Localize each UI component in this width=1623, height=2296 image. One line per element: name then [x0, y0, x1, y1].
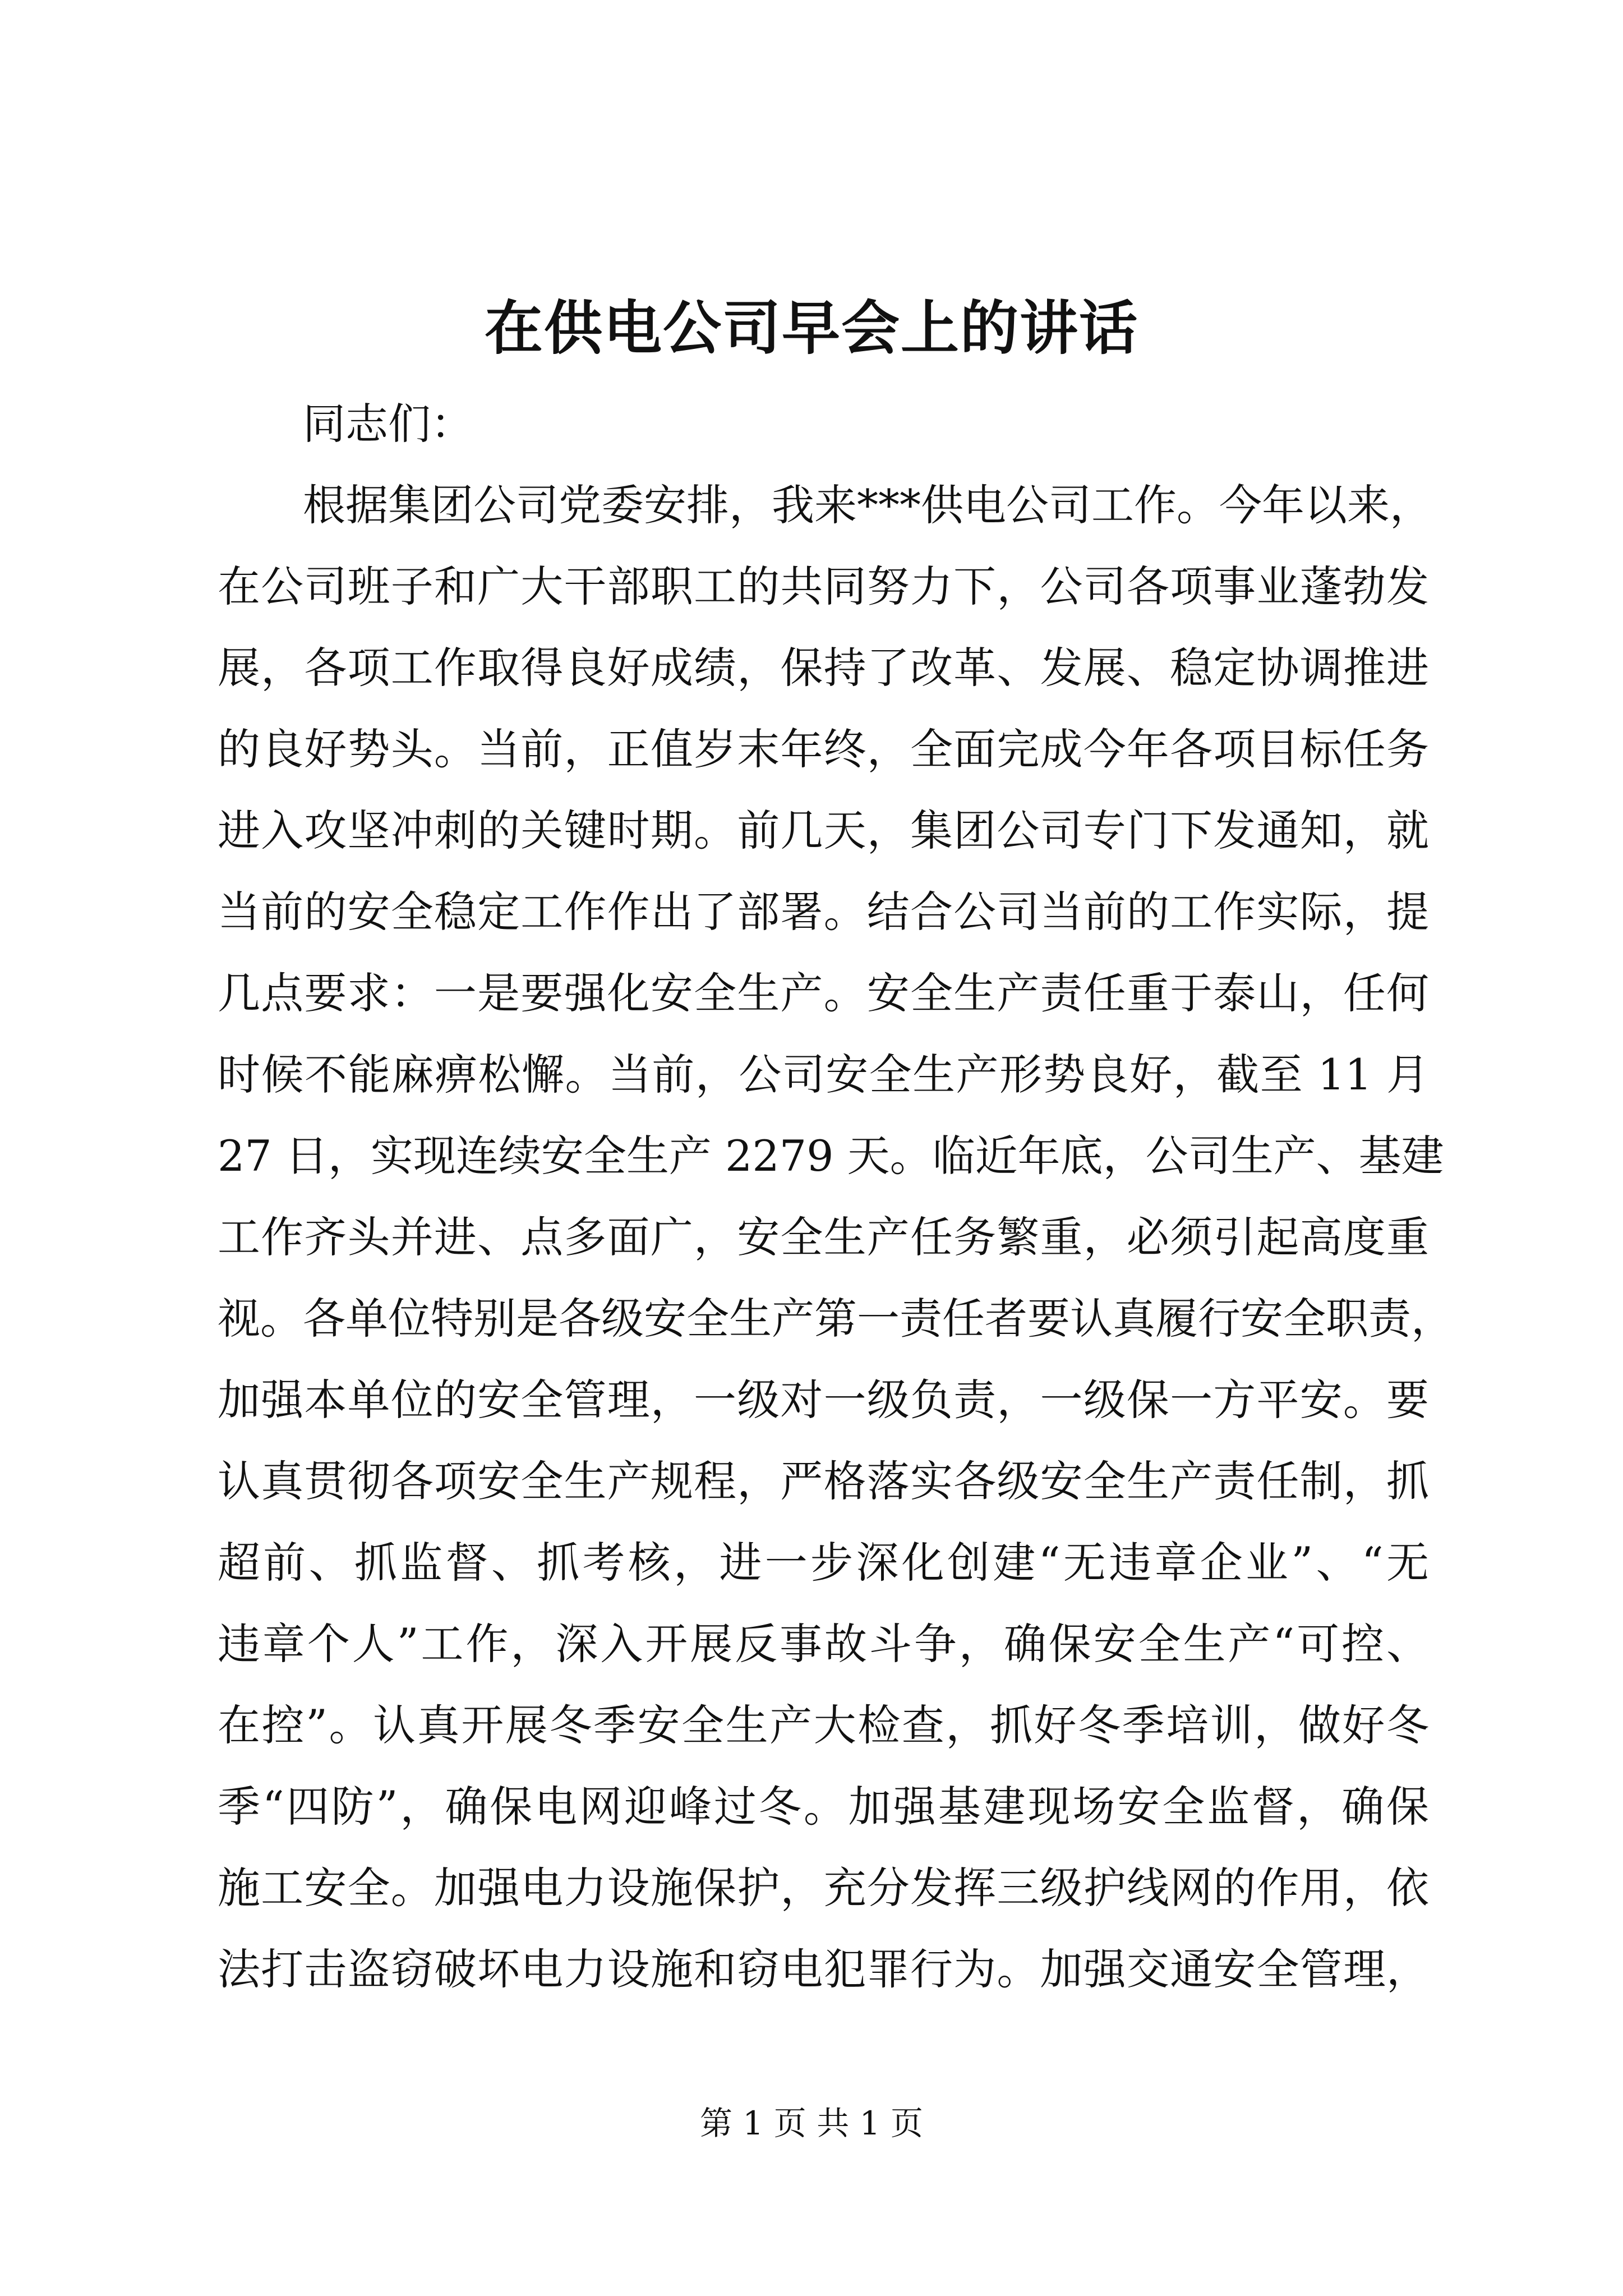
paragraph-line: 在公司班子和广大干部职工的共同努力下，公司各项事业蓬勃发 — [218, 562, 1429, 611]
paragraph-line: 超前、抓监督、抓考核，进一步深化创建“无违章企业”、“无 — [218, 1538, 1429, 1588]
paragraph-line: 季“四防”，确保电网迎峰过冬。加强基建现场安全监督，确保 — [218, 1782, 1429, 1832]
document-body — [218, 383, 1454, 2010]
paragraph-line: 工作齐头并进、点多面广，安全生产任务繁重，必须引起高度重 — [218, 1212, 1429, 1262]
paragraph-line: 的良好势头。当前，正值岁末年终，全面完成今年各项目标任务 — [218, 724, 1429, 774]
paragraph-line: 法打击盗窃破坏电力设施和窃电犯罪行为。加强交通安全管理， — [218, 1944, 1429, 1994]
paragraph-line: 加强本单位的安全管理，一级对一级负责，一级保一方平安。要 — [218, 1375, 1429, 1425]
paragraph-line: 27 日，实现连续安全生产 2279 天。临近年底，公司生产、基建 — [218, 1131, 1444, 1181]
paragraph-line: 认真贯彻各项安全生产规程，严格落实各级安全生产责任制，抓 — [218, 1456, 1429, 1506]
paragraph-line: 在控”。认真开展冬季安全生产大检查，抓好冬季培训，做好冬 — [218, 1700, 1429, 1750]
paragraph-line: 违章个人”工作，深入开展反事故斗争，确保安全生产“可控、 — [218, 1619, 1429, 1669]
paragraph-line: 几点要求：一是要强化安全生产。安全生产责任重于泰山，任何 — [218, 968, 1429, 1018]
greeting-line: 同志们： — [303, 399, 473, 449]
page-number-footer: 第 1 页 共 1 页 — [700, 2104, 923, 2142]
paragraph-line: 展，各项工作取得良好成绩，保持了改革、发展、稳定协调推进 — [218, 643, 1429, 693]
document-title: 在供电公司早会上的讲话 — [484, 293, 1138, 362]
paragraph-line: 时候不能麻痹松懈。当前，公司安全生产形势良好，截至 11 月 — [218, 1050, 1429, 1099]
paragraph-line: 施工安全。加强电力设施保护，充分发挥三级护线网的作用，依 — [218, 1863, 1429, 1913]
paragraph-line: 进入攻坚冲刺的关键时期。前几天，集团公司专门下发通知，就 — [218, 806, 1429, 855]
paragraph-line: 根据集团公司党委安排，我来***供电公司工作。今年以来， — [303, 480, 1432, 530]
paragraph-line: 视。各单位特别是各级安全生产第一责任者要认真履行安全职责， — [218, 1294, 1454, 1343]
paragraph-line: 当前的安全稳定工作作出了部署。结合公司当前的工作实际，提 — [218, 887, 1429, 937]
